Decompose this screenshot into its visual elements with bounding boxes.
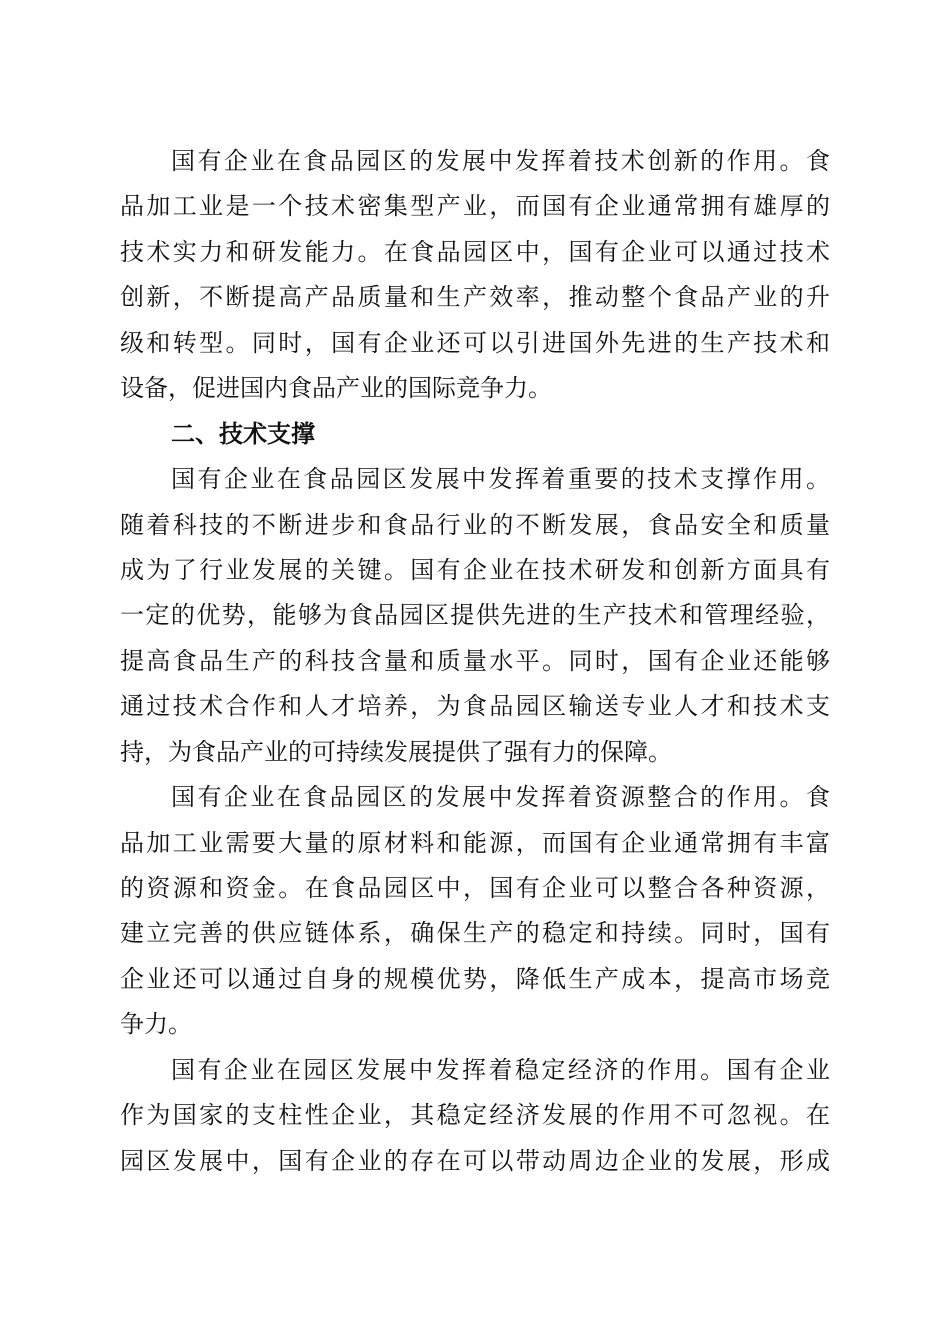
paragraph-line: 提高食品生产的科技含量和质量水平。同时，国有企业还能够 (120, 646, 830, 675)
paragraph-line: 创新，不断提高产品质量和生产效率，推动整个食品产业的升 (120, 283, 830, 312)
paragraph-line: 园区发展中，国有企业的存在可以带动周边企业的发展，形成 (120, 1146, 830, 1175)
paragraph-resource-integration (120, 775, 830, 1048)
paragraph-line: 作为国家的支柱性企业，其稳定经济发展的作用不可忽视。在 (120, 1101, 830, 1130)
paragraph-technical-innovation (120, 139, 830, 412)
paragraph-line: 的资源和资金。在食品园区中，国有企业可以整合各种资源， (120, 874, 830, 902)
paragraph-line: 技术实力和研发能力。在食品园区中，国有企业可以通过技术 (120, 237, 830, 266)
section-heading (120, 412, 830, 457)
paragraph-line: 国有企业在食品园区的发展中发挥着资源整合的作用。食 (171, 783, 830, 812)
paragraph-line: 随着科技的不断进步和食品行业的不断发展，食品安全和质量 (120, 510, 830, 539)
paragraph-line: 企业还可以通过自身的规模优势，降低生产成本，提高市场竞 (120, 964, 830, 993)
paragraph-economic-stability (120, 1048, 830, 1184)
paragraph-line: 持，为食品产业的可持续发展提供了强有力的保障。 (120, 737, 672, 766)
section-heading-text: 二、技术支撑 (171, 419, 315, 448)
paragraph-line: 通过技术合作和人才培养，为食品园区输送专业人才和技术支 (120, 692, 830, 721)
paragraph-line: 国有企业在园区发展中发挥着稳定经济的作用。国有企业 (171, 1055, 830, 1084)
paragraph-line: 国有企业在食品园区发展中发挥着重要的技术支撑作用。 (171, 465, 830, 494)
paragraph-line: 争力。 (120, 1010, 192, 1039)
paragraph-line: 品加工业需要大量的原材料和能源，而国有企业通常拥有丰富 (120, 828, 830, 857)
paragraph-line: 建立完善的供应链体系，确保生产的稳定和持续。同时，国有 (120, 919, 830, 948)
paragraph-line: 一定的优势，能够为食品园区提供先进的生产技术和管理经验， (120, 601, 830, 630)
paragraph-line: 成为了行业发展的关键。国有企业在技术研发和创新方面具有 (120, 555, 830, 584)
paragraph-line: 品加工业是一个技术密集型产业，而国有企业通常拥有雄厚的 (120, 192, 830, 221)
paragraph-technical-support (120, 457, 830, 775)
document-body (120, 139, 830, 1184)
paragraph-line: 设备，促进国内食品产业的国际竞争力。 (120, 374, 552, 403)
paragraph-line: 国有企业在食品园区的发展中发挥着技术创新的作用。食 (171, 147, 830, 175)
paragraph-line: 级和转型。同时，国有企业还可以引进国外先进的生产技术和 (120, 328, 830, 357)
